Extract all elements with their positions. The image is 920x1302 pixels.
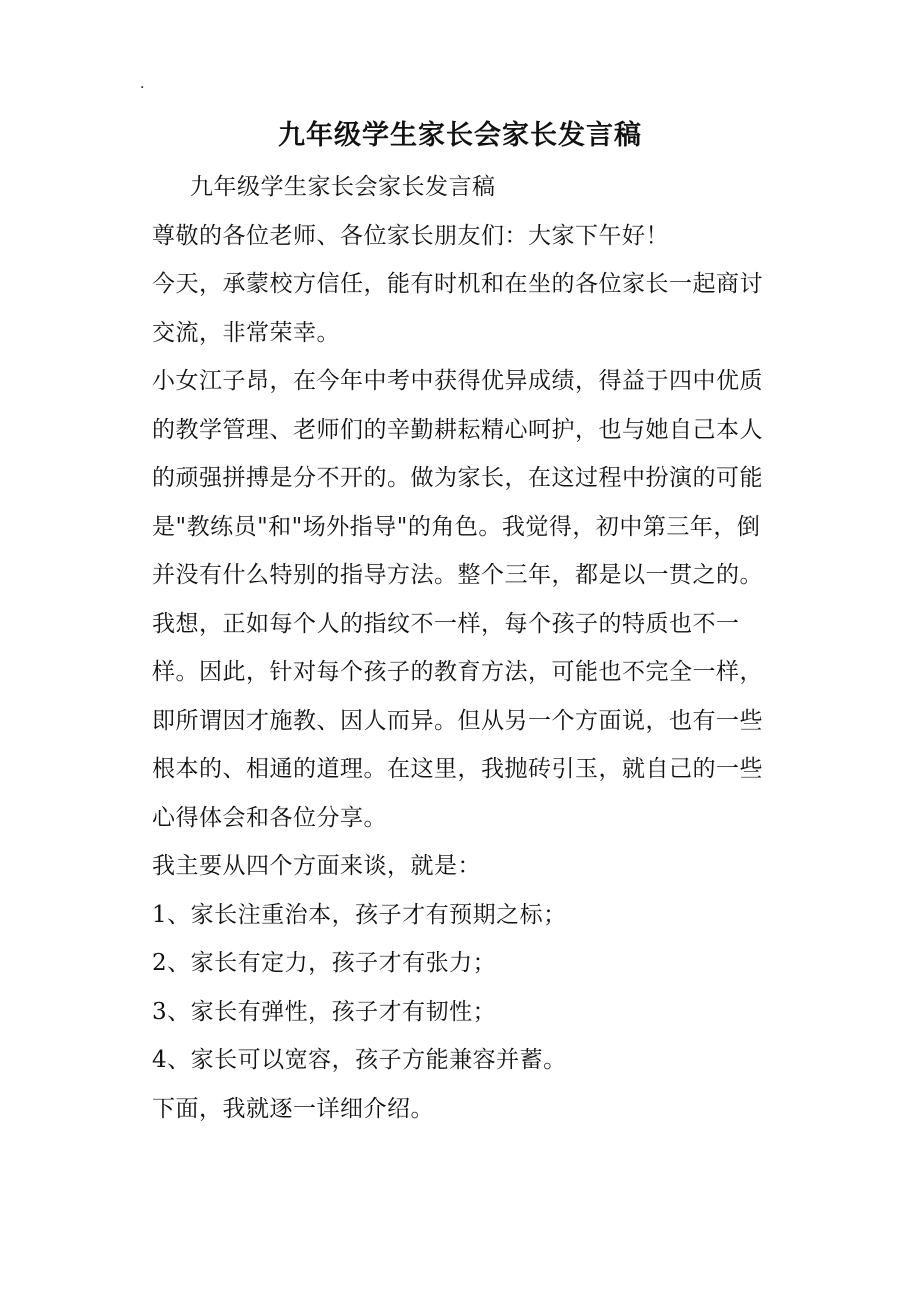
document-title: 九年级学生家长会家长发言稿 xyxy=(278,120,642,151)
list-item-4: 4、家长可以宽容，孩子方能兼容并蓄。 xyxy=(152,1047,567,1073)
document-body xyxy=(140,163,780,1133)
paragraph-closing: 下面，我就逐一详细介绍。 xyxy=(152,1095,434,1122)
header-mark: . xyxy=(140,76,145,92)
paragraph-daughter: 小女江子昂，在今年中考中获得优异成绩，得益于四中优质的教学管理、老师们的辛勤耕耘精心呵护，也与她自己本人的顽强拼搏是分不开的。做为家长，在这过程中扮演的可能是"教练员"和"场外指导"的角色。我觉得，初中第三年，倒并没有什么特别的指导方法。整个三年，都是以一贯之的。 xyxy=(152,368,763,588)
list-item-3: 3、家长有弹性，孩子才有韧性； xyxy=(152,998,497,1025)
list-item-2: 2、家长有定力，孩子才有张力； xyxy=(152,950,497,976)
paragraph-four-aspects: 我主要从四个方面来谈，就是： xyxy=(152,853,481,879)
paragraph-intro: 今天，承蒙校方信任，能有时机和在坐的各位家长一起商讨交流，非常荣幸。 xyxy=(152,271,763,346)
list-item-1: 1、家长注重治本，孩子才有预期之标； xyxy=(152,901,567,928)
document-subtitle: 九年级学生家长会家长发言稿 xyxy=(190,174,496,200)
paragraph-philosophy: 我想，正如每个人的指纹不一样，每个孩子的特质也不一样。因此，针对每个孩子的教育方法，可能也不完全一样，即所谓因才施教、因人而异。但从另一个方面说，也有一些根本的、相通的道理。在这里，我抛砖引玉，就自己的一些心得体会和各位分享。 xyxy=(152,610,763,831)
paragraph-greeting: 尊敬的各位老师、各位家长朋友们：大家下午好！ xyxy=(152,222,669,249)
